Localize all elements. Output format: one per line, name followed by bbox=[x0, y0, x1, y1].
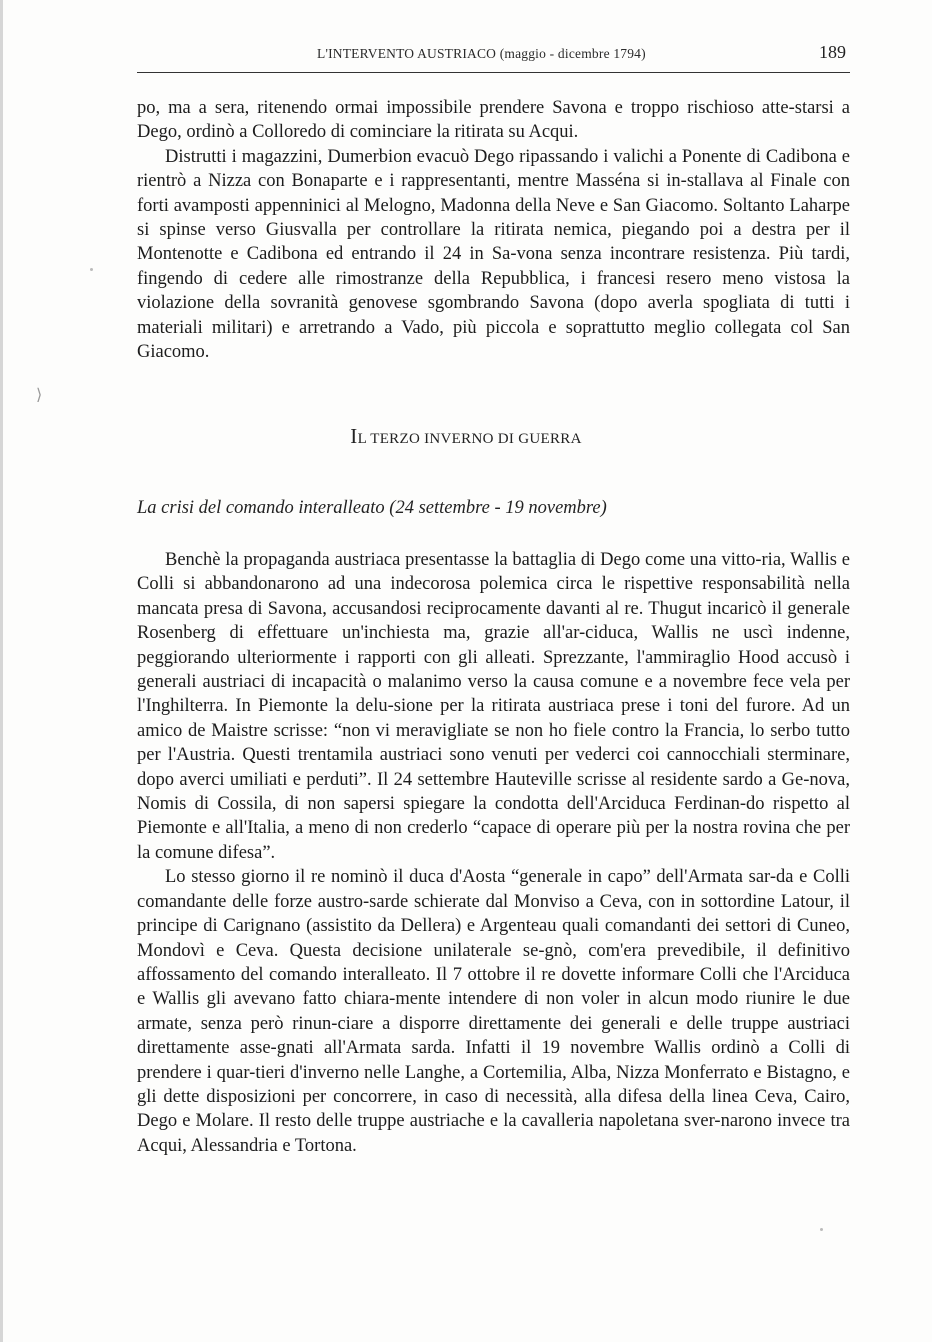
paper-speck bbox=[90, 268, 93, 271]
section-heading-initial: I bbox=[350, 424, 358, 448]
page-number: 189 bbox=[819, 42, 846, 62]
page-edge-shadow bbox=[0, 0, 3, 1342]
margin-mark-icon: ⟩ bbox=[36, 387, 43, 404]
subsection-heading: La crisi del comando interalleato (24 settembre - 19 novembre) bbox=[137, 498, 607, 518]
paragraph: Benchè la propaganda austriaca presentasse la battaglia di Dego come una vitto-ria, Wallis e Colli si abbandonarono ad una indecorosa polemica circa le rispettive responsabilità nella mancata presa di Savona, accusandosi reciprocamente davanti al re. Thugut incaricò il generale Rosenberg di effettuare un'inchiesta ma, grazie all'ar-ciduca, Wallis ne uscì indenne, peggiorando ulteriormente i rapporti con gli alleati. Sprezzante, l'ammiraglio Hood accusò i generali austriaci di incapacità o malanimo verso la causa comune e a novembre fece vela per l'Inghilterra. In Piemonte la delu-sione per la ritirata austriaca prese i toni del furore. Ad un amico de Maistre scrisse: “non vi meravigliate se non ho fiele contro la Francia, lo serbo tutto per l'Austria. Questi trentamila austriaci sono venuti per vederci coi cannocchiali sterminare, dopo averci umiliati e perduti”. Il 24 settembre Hauteville scrisse al residente sardo a Ge-nova, Nomis di Cossila, di non sapersi spiegare la condotta dell'Arciduca Ferdinan-do rispetto al Piemonte e all'Italia, a meno di non crederlo “capace di operare più per la nostra rovina che per la comune difesa”. bbox=[137, 550, 850, 863]
running-head: L'INTERVENTO AUSTRIACO (maggio - dicembre 1794) bbox=[317, 46, 646, 61]
page-header bbox=[137, 40, 850, 73]
paragraph: Distrutti i magazzini, Dumerbion evacuò Dego ripassando i valichi a Ponente di Cadibona e rientrò a Nizza con Bonaparte e i rappresentanti, mentre Masséna si in-stallava al Finale con forti avamposti appenninici al Melogno, Madonna della Neve e San Giacomo. Soltanto Laharpe si spinse verso Giusvalla per controllare la ritirata nemica, piegando poi a destra per il Montenotte e Cadibona ed entrando il 24 in Sa-vona senza incontrare resistenza. Più tardi, fingendo di cedere alle rimostranze della Repubblica, i francesi resero meno vistosa la violazione della sovranità genovese sgombrando Savona (dopo averla spogliata di tutti i materiali militari) e arretrando a Vado, più piccola e soprattutto meglio collegata col San Giacomo. bbox=[137, 146, 850, 363]
section-heading bbox=[0, 424, 932, 449]
section-heading-rest: L TERZO INVERNO DI GUERRA bbox=[357, 431, 582, 447]
text-block-top bbox=[137, 96, 850, 364]
paragraph: Lo stesso giorno il re nominò il duca d'Aosta “generale in capo” dell'Armata sar-da e Colli comandante delle forze austro-sarde schierate dal Monviso a Ceva, con in sottordine Latour, il principe di Carignano (assistito da Dellera) e Argenteau quali comandanti dei settori di Cuneo, Mondovì e Ceva. Questa decisione unilaterale se-gnò, com'era prevedibile, il definitivo affossamento del comando interalleato. Il 7 ottobre il re dovette informare Colli che l'Arciduca e Wallis gli avevano fatto chiara-mente intendere di non voler in alcun modo riunire le due armate, senza però rinun-ciare a disporre direttamente dei generali e delle truppe austriaci direttamente asse-gnati all'Armata sarda. Infatti il 19 novembre Wallis ordinò a Colli di prendere i quar-tieri d'inverno nelle Langhe, a Cortemilia, Alba, Nizza Monferrato e Bistagno, e gli dette disposizioni per concorrere, in caso di necessità, alla difesa della linea Ceva, Cairo, Dego e Molare. Il resto delle truppe austriache e la cavalleria napoletana sver-narono invece tra Acqui, Alessandria e Tortona. bbox=[137, 867, 850, 1156]
paper-speck bbox=[820, 1228, 823, 1231]
text-block-bottom bbox=[137, 548, 850, 1158]
paragraph: po, ma a sera, ritenendo ormai impossibile prendere Savona e troppo rischioso atte-starsi a Dego, ordinò a Colloredo di cominciare la ritirata su Acqui. bbox=[137, 98, 850, 143]
